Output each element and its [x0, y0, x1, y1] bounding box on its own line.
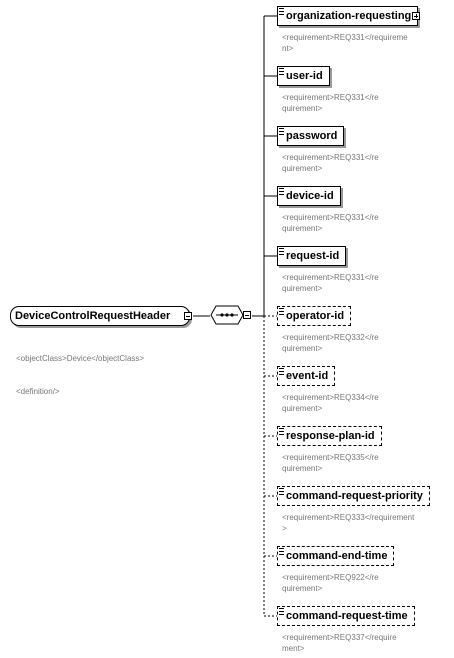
element-type-icon — [279, 548, 284, 555]
element-password[interactable] — [277, 126, 344, 146]
element-name: device-id — [286, 190, 334, 202]
annotation-line: <requirement>REQ922</re — [282, 573, 379, 582]
element-name: event-id — [286, 370, 329, 382]
annotation-line: <requirement>REQ331</re — [282, 273, 379, 282]
element-name: user-id — [286, 70, 323, 82]
element-annotation — [282, 32, 408, 54]
root-element-box[interactable] — [10, 306, 190, 326]
annotation-line: quirement> — [282, 584, 323, 593]
element-annotation — [282, 212, 379, 234]
element-name: organization-requesting — [286, 10, 412, 22]
annotation-line: <requirement>REQ333</requirement — [282, 513, 415, 522]
element-response-plan-id[interactable] — [277, 426, 382, 446]
element-type-icon — [279, 608, 284, 615]
element-name: command-end-time — [286, 550, 388, 562]
annotation-line: quirement> — [282, 464, 323, 473]
element-annotation — [282, 572, 379, 594]
element-request-id[interactable] — [277, 246, 346, 266]
element-name: password — [286, 130, 338, 142]
annotation-line: quirement> — [282, 284, 323, 293]
annotation-line: nt> — [282, 44, 294, 53]
element-type-icon — [279, 68, 284, 75]
root-element-name: DeviceControlRequestHeader — [15, 310, 171, 322]
element-type-icon — [279, 368, 284, 375]
element-annotation — [282, 632, 397, 654]
element-name: operator-id — [286, 310, 345, 322]
element-name: response-plan-id — [286, 430, 375, 442]
root-collapse-button[interactable] — [184, 312, 192, 320]
annotation-line: <requirement>REQ332</re — [282, 333, 379, 342]
annotation-line: <requirement>REQ334</re — [282, 393, 379, 402]
sequence-collapse-button[interactable] — [243, 311, 251, 319]
element-name: request-id — [286, 250, 340, 262]
element-device-id[interactable] — [277, 186, 341, 206]
annotation-line: <requirement>REQ331</requireme — [282, 33, 408, 42]
element-annotation — [282, 152, 379, 174]
element-annotation — [282, 512, 414, 534]
root-annotation-line: <objectClass>Device</objectClass> — [16, 354, 145, 363]
element-type-icon — [279, 428, 284, 435]
annotation-line: <requirement>REQ331</re — [282, 93, 379, 102]
root-annotation-line: <definition/> — [16, 387, 60, 396]
annotation-line: quirement> — [282, 104, 323, 113]
element-annotation — [282, 272, 379, 294]
element-operator-id[interactable] — [277, 306, 351, 326]
element-event-id[interactable] — [277, 366, 335, 386]
element-annotation — [282, 92, 379, 114]
element-user-id[interactable] — [277, 66, 330, 86]
element-type-icon — [279, 128, 284, 135]
element-type-icon — [279, 188, 284, 195]
element-type-icon — [279, 8, 284, 15]
element-annotation — [282, 452, 379, 474]
sequence-compositor[interactable] — [210, 305, 244, 325]
annotation-line: <requirement>REQ337</require — [282, 633, 397, 642]
element-type-icon — [279, 488, 284, 495]
element-name: command-request-time — [286, 610, 408, 622]
annotation-line: <requirement>REQ331</re — [282, 153, 379, 162]
annotation-line: quirement> — [282, 404, 323, 413]
expand-button[interactable] — [412, 12, 420, 20]
element-type-icon — [279, 248, 284, 255]
element-annotation — [282, 332, 379, 354]
element-command-request-time[interactable] — [277, 606, 415, 626]
element-type-icon — [279, 308, 284, 315]
annotation-line: ment> — [282, 644, 305, 653]
annotation-line: quirement> — [282, 344, 323, 353]
root-annotation — [16, 331, 144, 419]
annotation-line: > — [282, 524, 287, 533]
element-annotation — [282, 392, 379, 414]
annotation-line: quirement> — [282, 224, 323, 233]
element-command-request-priority[interactable] — [277, 486, 430, 506]
element-command-end-time[interactable] — [277, 546, 394, 566]
element-organization-requesting[interactable] — [277, 6, 418, 26]
element-name: command-request-priority — [286, 490, 423, 502]
annotation-line: quirement> — [282, 164, 323, 173]
annotation-line: <requirement>REQ335</re — [282, 453, 379, 462]
annotation-line: <requirement>REQ331</re — [282, 213, 379, 222]
